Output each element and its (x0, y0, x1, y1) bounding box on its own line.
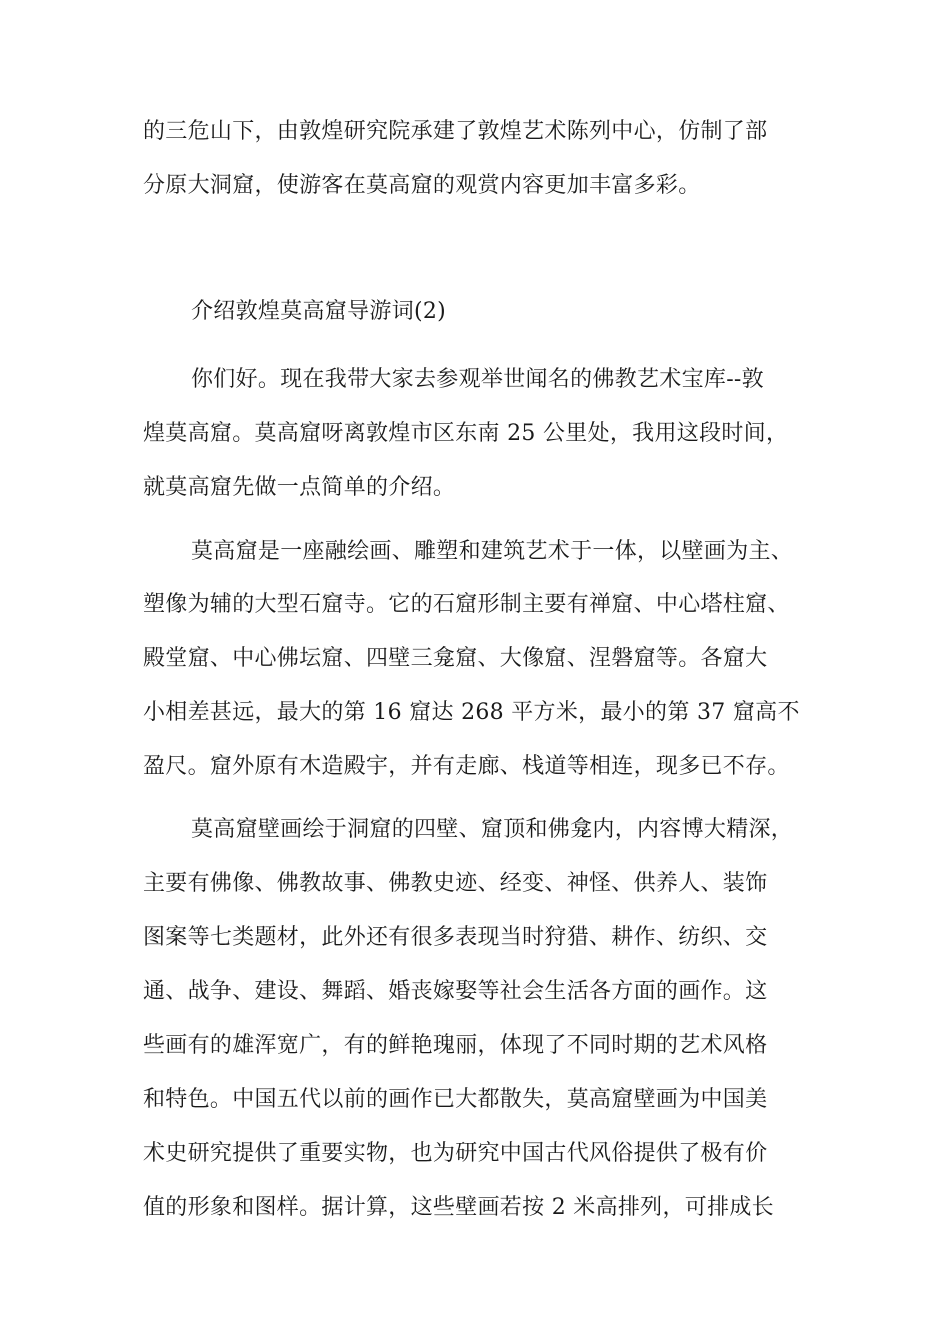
paragraph-3-line-2: 主要有佛像、佛教故事、佛教史迹、经变、神怪、供养人、装饰 (143, 871, 768, 896)
paragraph-1-line-2: 煌莫高窟。莫高窟呀离敦煌市区东南 25 公里处，我用这段时间， (143, 421, 789, 446)
paragraph-3-line-8: 值的形象和图样。据计算，这些壁画若按 2 米高排列，可排成长 (143, 1195, 774, 1220)
paragraph-2-line-4: 小相差甚远，最大的第 16 窟达 268 平方米，最小的第 37 窟高不 (143, 700, 800, 725)
paragraph-3-line-4: 通、战争、建设、舞蹈、婚丧嫁娶等社会生活各方面的画作。这 (143, 979, 768, 1004)
paragraph-1-line-1: 你们好。现在我带大家去参观举世闻名的佛教艺术宝库--敦 (191, 367, 764, 392)
section-title: 介绍敦煌莫高窟导游词(2) (191, 299, 447, 324)
paragraph-1-line-3: 就莫高窟先做一点简单的介绍。 (143, 475, 456, 500)
paragraph-2-line-3: 殿堂窟、中心佛坛窟、四壁三龛窟、大像窟、涅磐窟等。各窟大 (143, 646, 768, 671)
paragraph-2-line-1: 莫高窟是一座融绘画、雕塑和建筑艺术于一体，以壁画为主、 (191, 539, 794, 564)
intro-line-2: 分原大洞窟，使游客在莫高窟的观赏内容更加丰富多彩。 (143, 173, 701, 198)
paragraph-3-line-7: 术史研究提供了重要实物，也为研究中国古代风俗提供了极有价 (143, 1141, 768, 1166)
paragraph-3-line-5: 些画有的雄浑宽广，有的鲜艳瑰丽，体现了不同时期的艺术风格 (143, 1033, 768, 1058)
paragraph-3-line-3: 图案等七类题材，此外还有很多表现当时狩猎、耕作、纺织、交 (143, 925, 768, 950)
paragraph-2-line-5: 盈尺。窟外原有木造殿宇，并有走廊、栈道等相连，现多已不存。 (143, 754, 790, 779)
intro-line-1: 的三危山下，由敦煌研究院承建了敦煌艺术陈列中心，仿制了部 (143, 119, 768, 144)
paragraph-3-line-6: 和特色。中国五代以前的画作已大都散失，莫高窟壁画为中国美 (143, 1087, 768, 1112)
paragraph-2-line-2: 塑像为辅的大型石窟寺。它的石窟形制主要有禅窟、中心塔柱窟、 (143, 592, 790, 617)
paragraph-3-line-1: 莫高窟壁画绘于洞窟的四壁、窟顶和佛龛内，内容博大精深， (191, 817, 794, 842)
